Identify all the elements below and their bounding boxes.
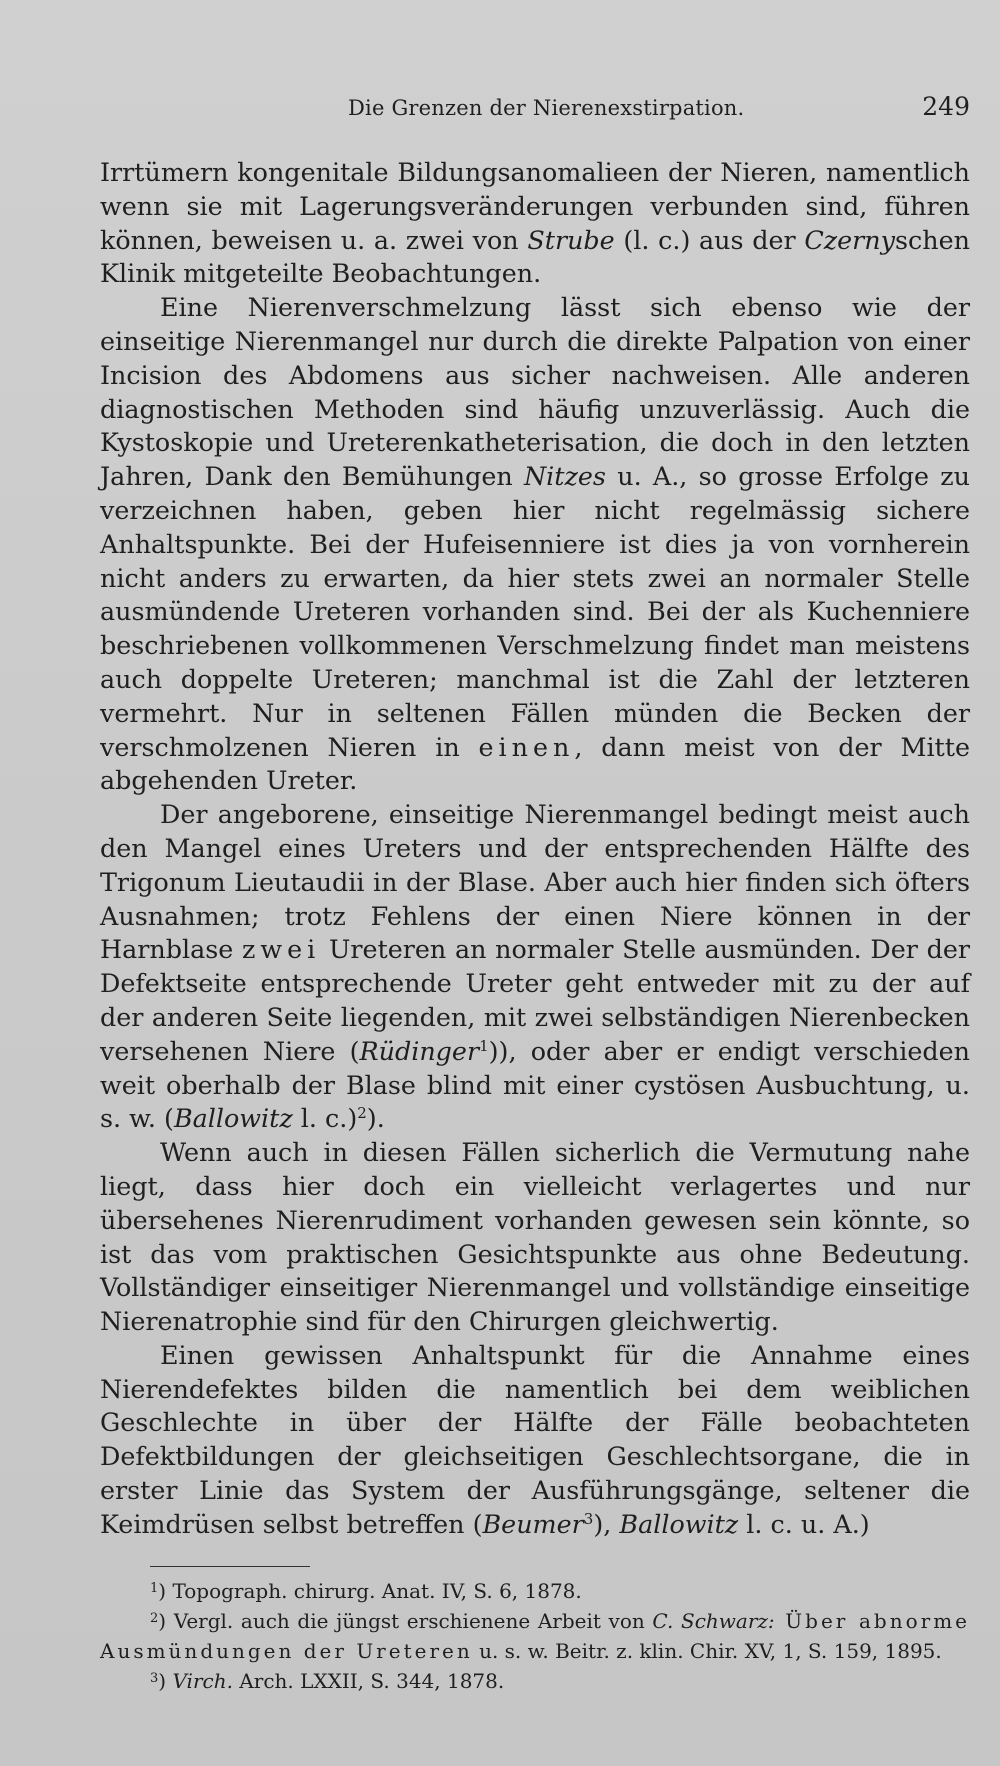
text-run: u. A., so grosse Erfolge zu verzeichnen haben, geben hier nicht regelmässig sichere Anhaltspunkte. Bei der Hufeisenniere ist dies ja von vornherein nicht anders zu erwarten, da hier stets zwei an normaler Stelle ausmündende Ureteren vorhanden sind. Bei der als Kuchenniere beschriebenen vollkommenen Verschmelzung findet man meistens auch doppelte Ureteren; manchmal ist die Zahl der letzteren vermehrt. Nur in seltenen Fällen münden die Becken der verschmolzenen Nieren in — [100, 461, 970, 762]
page-number: 249 — [922, 92, 970, 121]
text-run: schen Klinik mitgeteilte Beobachtungen. — [100, 224, 970, 289]
author-name: Rüdinger — [359, 1035, 480, 1066]
footnote-text: ) — [158, 1669, 173, 1693]
text-run: l. c.) — [292, 1103, 358, 1134]
emphasis-spaced: Über abnorme Ausmündungen der Ureteren — [100, 1609, 971, 1663]
paragraph-5 — [100, 1339, 970, 1542]
footnote-ref: 2 — [357, 1104, 367, 1123]
running-title: Die Grenzen der Nierenexstirpation. — [348, 96, 745, 120]
text-run: , dann meist von der Mitte abgehenden Ureter. — [100, 731, 970, 796]
author-name: C. Schwarz: — [652, 1609, 775, 1633]
author-name: Nitzes — [523, 461, 606, 492]
footnote-2 — [100, 1606, 970, 1666]
footnote-mark: 3 — [150, 1671, 159, 1686]
text-run: Irrtümern kongenitale Bildungsanomalieen der Nieren, namentlich wenn sie mit Lagerungsveränderungen verbunden sind, führen können, beweisen u. a. zwei von — [100, 157, 970, 255]
emphasis-spaced: einen — [478, 731, 575, 762]
text-run: ). — [366, 1103, 385, 1134]
footnote-mark: 2 — [150, 1611, 159, 1626]
emphasis-spaced: zwei — [242, 934, 321, 965]
footnote-text: ) Topograph. chirurg. Anat. IV, S. 6, 1878. — [158, 1579, 582, 1603]
author-name: Ballowitz — [619, 1508, 739, 1539]
author-name: Strube — [527, 224, 615, 255]
text-run: Wenn auch in diesen Fällen sicherlich die Vermutung nahe liegt, dass hier doch ein vielleicht verlagertes und nur übersehenes Nierenrudiment vorhanden gewesen sein könnte, so ist das vom praktischen Gesichtspunkte aus ohne Bedeutung. Vollständiger einseitiger Nierenmangel und vollständige einseitige Nierenatrophie sind für den Chirurgen gleichwertig. — [100, 1137, 970, 1337]
footnote-ref: 3 — [583, 1509, 594, 1528]
author-name: Beumer — [482, 1508, 584, 1539]
text-run: Eine Nierenverschmelzung lässt sich ebenso wie der einseitige Nierenmangel nur durch die direkte Palpation von einer Incision des Abdomens aus sicher nachweisen. Alle anderen diagnostischen Methoden sind häufig unzuverlässig. Auch die Kystoskopie und Ureterenkatheterisation, die doch in den letzten Jahren, Dank den Bemühungen — [100, 292, 970, 492]
footnote-mark: 1 — [150, 1581, 159, 1596]
footnote-1 — [100, 1576, 970, 1606]
footnote-3 — [100, 1666, 970, 1696]
text-run: Einen gewissen Anhaltspunkt für die Annahme eines Nierendefektes bilden die namentlich bei dem weiblichen Geschlechte in über der Hälfte der Fälle beobachteten Defektbildungen der gleichseitigen Geschlechtsorgane, die in erster Linie das System der Ausführungsgänge, seltener die Keimdrüsen selbst betreffen ( — [100, 1339, 970, 1539]
text-run: )), oder aber er endigt verschieden weit oberhalb der Blase blind mit einer cystösen Ausbuchtung, u. s. w. ( — [100, 1035, 970, 1134]
text-run: ), — [593, 1508, 620, 1539]
text-run: Ureteren an normaler Stelle ausmünden. Der der Defektseite entsprechende Ureter geht entweder mit zu der auf der anderen Seite liegenden, mit zwei selbständigen Nierenbecken versehenen Niere ( — [100, 934, 970, 1066]
journal-name: Virch. — [172, 1669, 233, 1693]
paragraph-3 — [100, 798, 970, 1136]
footnotes — [100, 1576, 970, 1696]
footnote-text: Arch. LXXII, S. 344, 1878. — [232, 1669, 505, 1693]
paragraph-4 — [100, 1136, 970, 1339]
author-name: Ballowitz — [173, 1103, 293, 1134]
footnote-rule — [150, 1566, 310, 1567]
author-name: Czerny — [804, 224, 896, 255]
paragraph-1 — [100, 156, 970, 291]
footnote-text: u. s. w. Beitr. z. klin. Chir. XV, 1, S. 159, 1895. — [472, 1639, 942, 1663]
paragraph-2 — [100, 291, 970, 798]
footnote-ref: 1 — [479, 1036, 489, 1055]
text-run: Der angeborene, einseitige Nierenmangel bedingt meist auch den Mangel eines Ureters und der entsprechenden Hälfte des Trigonum Lieutaudii in der Blase. Aber auch hier finden sich öfters Ausnahmen; trotz Fehlens der einen Niere können in der Harnblase — [100, 799, 970, 965]
text-run: l. c. u. A.) — [738, 1508, 870, 1539]
footnote-text: ) Vergl. auch die jüngst erschienene Arbeit von — [158, 1609, 653, 1633]
page-header — [100, 92, 970, 130]
body-text — [100, 156, 970, 1542]
text-run: (l. c.) aus der — [614, 224, 805, 255]
